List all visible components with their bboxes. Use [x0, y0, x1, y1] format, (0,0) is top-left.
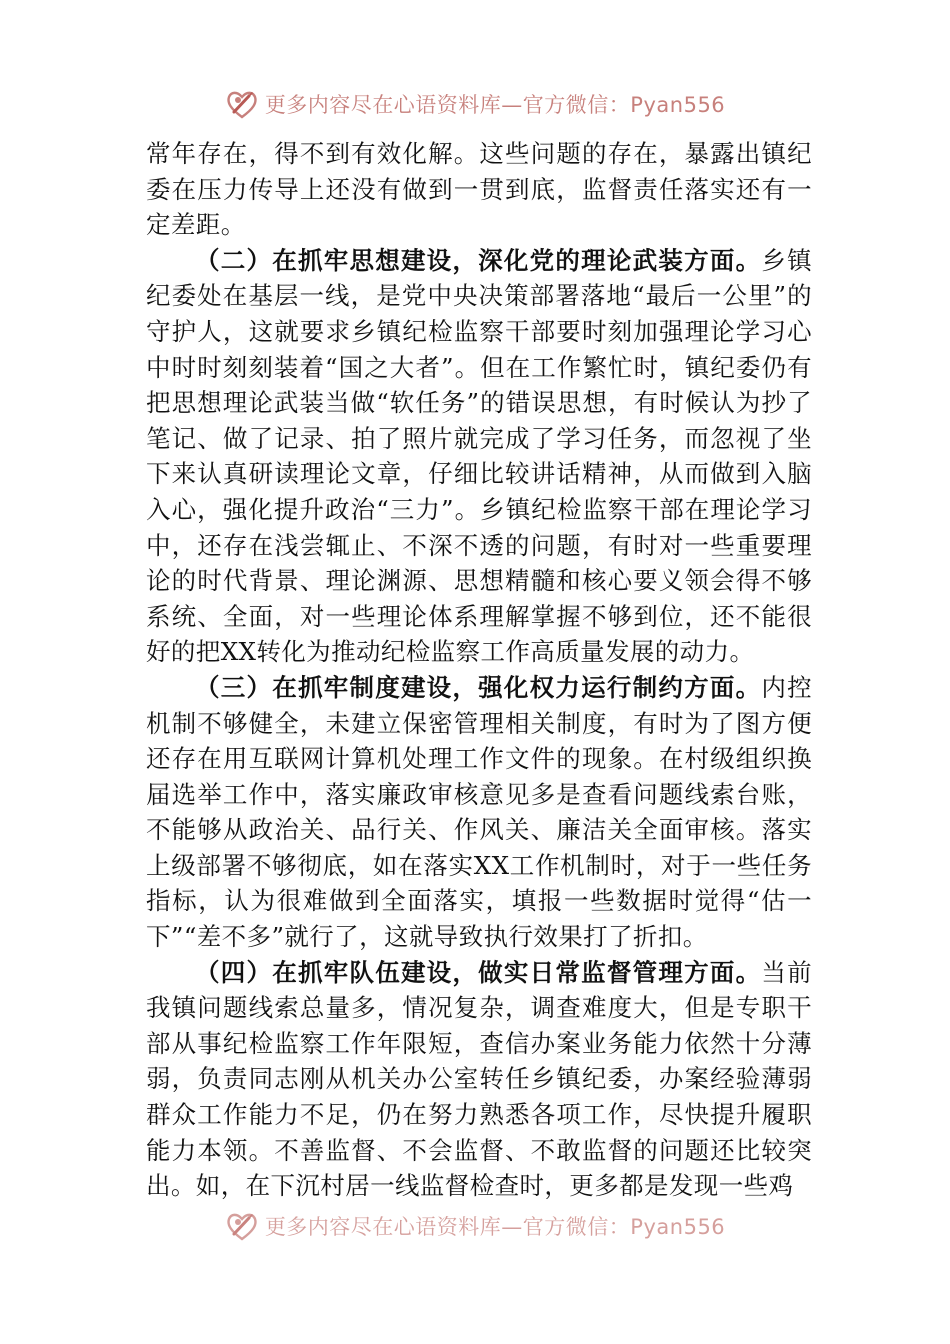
watermark-footer [0, 1206, 950, 1246]
paragraph-section-4 [146, 955, 812, 1204]
section-heading: （三）在抓牢制度建设，强化权力运行制约方面。 [195, 672, 762, 702]
paragraph-text: 常年存在，得不到有效化解。这些问题的存在，暴露出镇纪委在压力传导上还没有做到一贯到底，监督责任落实还有一定差距。 [146, 139, 812, 240]
paragraph-text: 乡镇纪委处在基层一线，是党中央决策部署落地“最后一公里”的守护人，这就要求乡镇纪检监察干部要时刻加强理论学习心中时时刻刻装着“国之大者”。但在工作繁忙时，镇纪委仍有把思想理论武装当做“软任务”的错误思想，有时候认为抄了笔记、做了记录、拍了照片就完成了学习任务，而忽视了坐下来认真研读理论文章，仔细比较讲话精神，从而做到入脑入心，强化提升政治“三力”。乡镇纪检监察干部在理论学习中，还存在浅尝辄止、不深不透的问题，有时对一些重要理论的时代背景、理论渊源、思想精髓和核心要义领会得不够系统、全面，对一些理论体系理解掌握不够到位，还不能很好的把XX转化为推动纪检监察工作高质量发展的动力。 [146, 245, 812, 667]
section-heading: （四）在抓牢队伍建设，做实日常监督管理方面。 [195, 957, 762, 987]
watermark-text: 更多内容尽在心语资料库—官方微信：Pyan556 [264, 93, 726, 117]
heart-pen-logo-icon [225, 87, 259, 121]
watermark-text: 更多内容尽在心语资料库—官方微信：Pyan556 [264, 1215, 726, 1239]
document-body [146, 136, 812, 1204]
paragraph-section-2 [146, 243, 812, 670]
watermark-header [0, 84, 950, 124]
paragraph-text: 当前我镇问题线索总量多，情况复杂，调查难度大，但是专职干部从事纪检监察工作年限短，查信办案业务能力依然十分薄弱，负责同志刚从机关办公室转任乡镇纪委，办案经验薄弱群众工作能力不足，仍在努力熟悉各项工作，尽快提升履职能力本领。不善监督、不会监督、不敢监督的问题还比较突出。如，在下沉村居一线监督检查时，更多都是发现一些鸡 [146, 957, 812, 1201]
paragraph-text: 内控机制不够健全，未建立保密管理相关制度，有时为了图方便还存在用互联网计算机处理工作文件的现象。在村级组织换届选举工作中，落实廉政审核意见多是查看问题线索台账，不能够从政治关、品行关、作风关、廉洁关全面审核。落实上级部署不够彻底，如在落实XX工作机制时，对于一些任务指标，认为很难做到全面落实，填报一些数据时觉得“估一下”“差不多”就行了，这就导致执行效果打了折扣。 [146, 672, 812, 952]
section-heading: （二）在抓牢思想建设，深化党的理论武装方面。 [195, 245, 762, 275]
heart-pen-logo-icon [225, 1209, 259, 1243]
paragraph-continued [146, 136, 812, 243]
paragraph-section-3 [146, 670, 812, 955]
